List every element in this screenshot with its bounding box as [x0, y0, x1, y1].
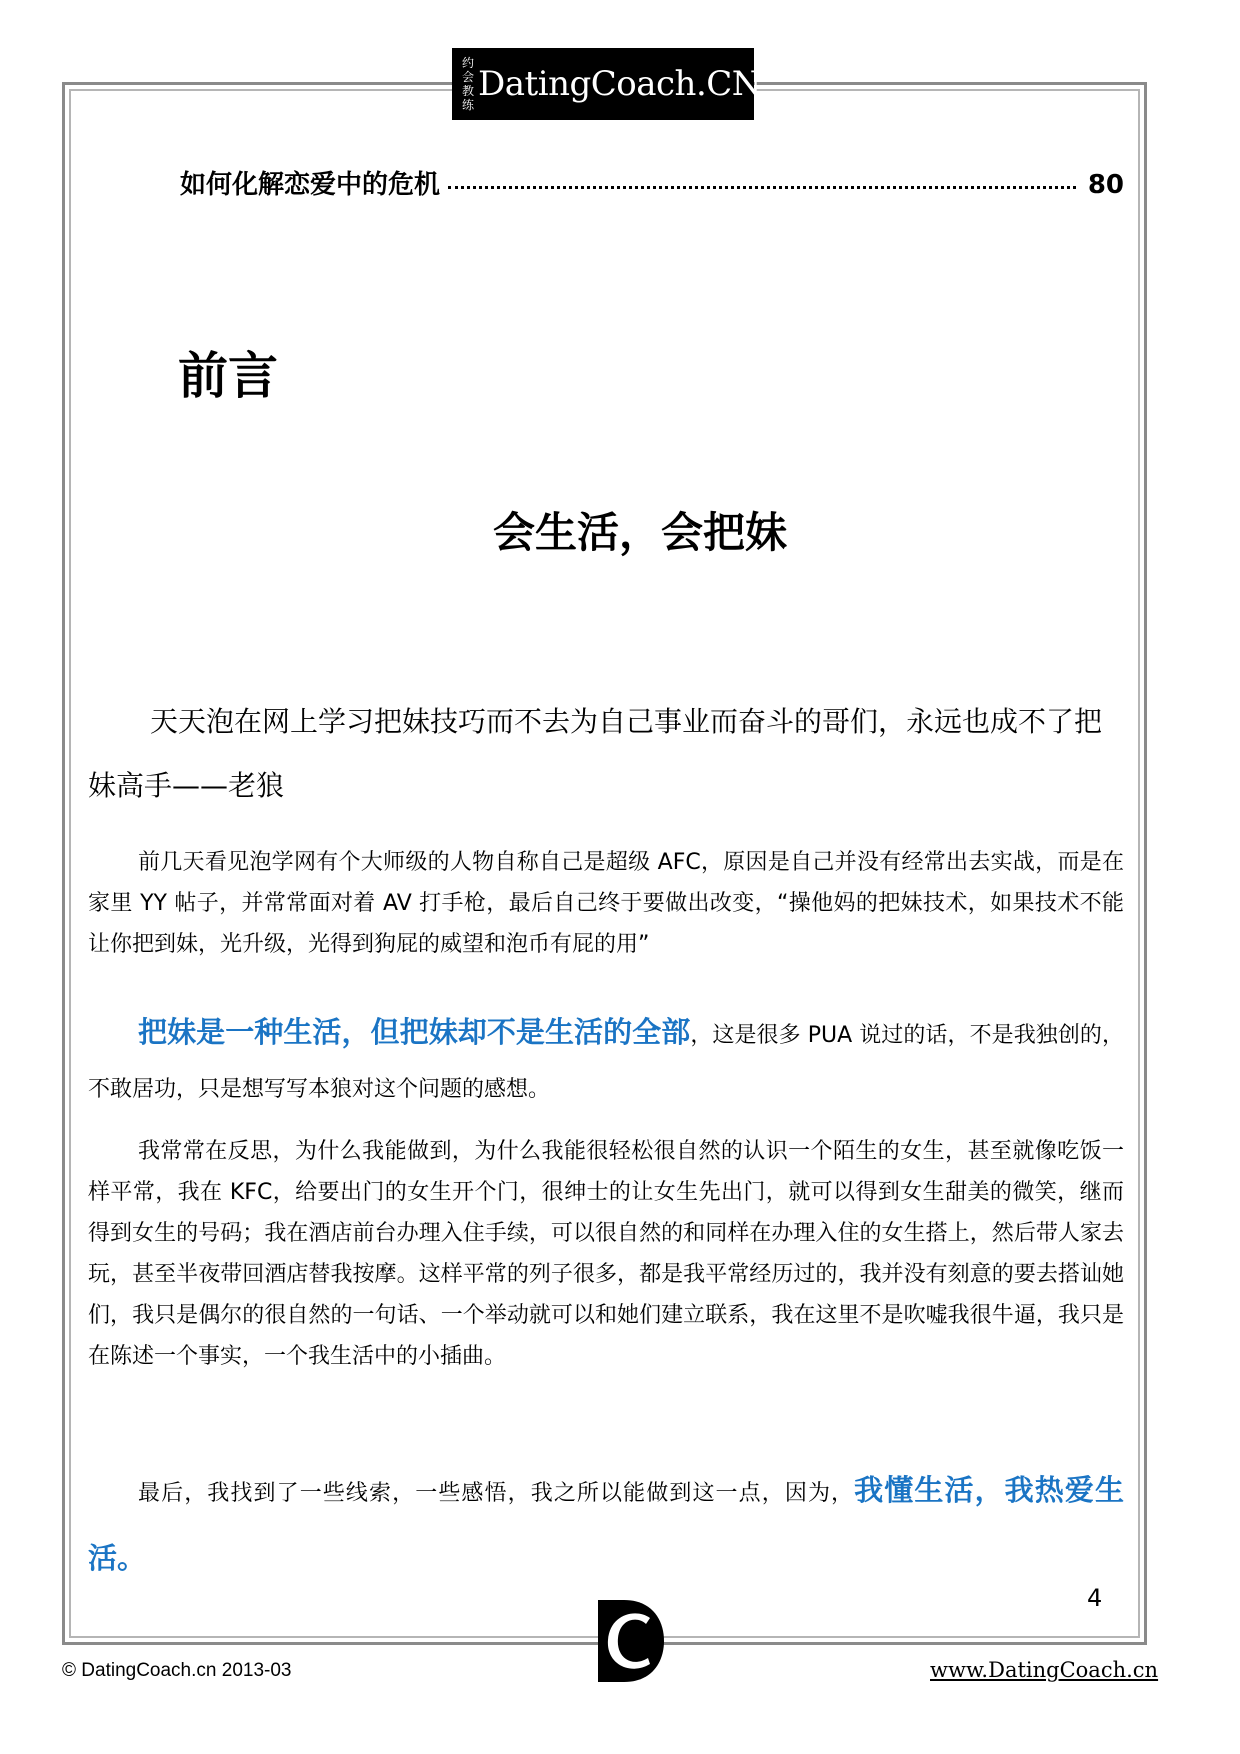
paragraph-3: 我常常在反思，为什么我能做到，为什么我能很轻松很自然的认识一个陌生的女生，甚至就像吃饭一样平常，我在 KFC，给要出门的女生开个门，很绅士的让女生先出门，就可以得到女生甜美的微笑，继而得到女生的号码；我在酒店前台办理入住手续，可以很自然的和同样在办理入住的女生搭上，然后带人家去玩，甚至半夜带回酒店替我按摩。这样平常的列子很多，都是我平常经历过的，我并没有刻意的要去搭讪她们，我只是偶尔的很自然的一句话、一个举动就可以和她们建立联系，我在这里不是吹嘘我很牛逼，我只是在陈述一个事实，一个我生活中的小插曲。	[88, 1139, 1124, 1369]
footer-website-link[interactable]: www.DatingCoach.cn	[930, 1658, 1159, 1682]
footer-copyright: © DatingCoach.cn 2013-03	[62, 1660, 292, 1681]
paragraph-2	[88, 1005, 1124, 1117]
preface-heading: 前言	[178, 347, 278, 405]
article-title: 会生活，会把妹	[492, 508, 787, 557]
toc-leader-dots	[448, 186, 1076, 189]
paragraph-2-text: ，这是很多 PUA 说过的话，不是我独创的，不敢居功，只是想写写本狼对这个问题的感想。	[88, 1023, 1124, 1102]
dc-logo-icon	[594, 1598, 666, 1684]
toc-entry-page: 80	[1087, 170, 1124, 200]
toc-entry[interactable]	[180, 164, 1124, 201]
highlight-text: 我懂生活，我热爱生活。	[88, 1473, 1124, 1575]
header-logo	[452, 48, 762, 120]
epigraph-quote: 天天泡在网上学习把妹技巧而不去为自己事业而奋斗的哥们，永远也成不了把妹高手——老狼	[88, 705, 1103, 802]
highlight-text: 把妹是一种生活，但把妹却不是生活的全部	[138, 1015, 691, 1049]
toc-entry-label: 如何化解恋爱中的危机	[180, 170, 441, 200]
logo-cn-line: 约会	[462, 56, 475, 84]
logo-text: DatingCoach.CN	[478, 64, 762, 104]
paragraph-4-text: 最后，我找到了一些线索，一些感悟，我之所以能做到这一点，因为，	[138, 1481, 855, 1506]
paragraph-1: 前几天看见泡学网有个大师级的人物自称自己是超级 AFC，原因是自己并没有经常出去实战，而是在家里 YY 帖子，并常常面对着 AV 打手枪，最后自己终于要做出改变，“操他妈的把妹技术，如果技术不能让你把到妹，光升级，光得到狗屁的威望和泡币有屁的用”	[88, 850, 1124, 957]
logo-cn-text	[462, 56, 474, 112]
logo-cn-line: 教练	[462, 84, 475, 112]
page-number: 4	[1087, 1584, 1103, 1612]
paragraph-4	[88, 1458, 1124, 1594]
